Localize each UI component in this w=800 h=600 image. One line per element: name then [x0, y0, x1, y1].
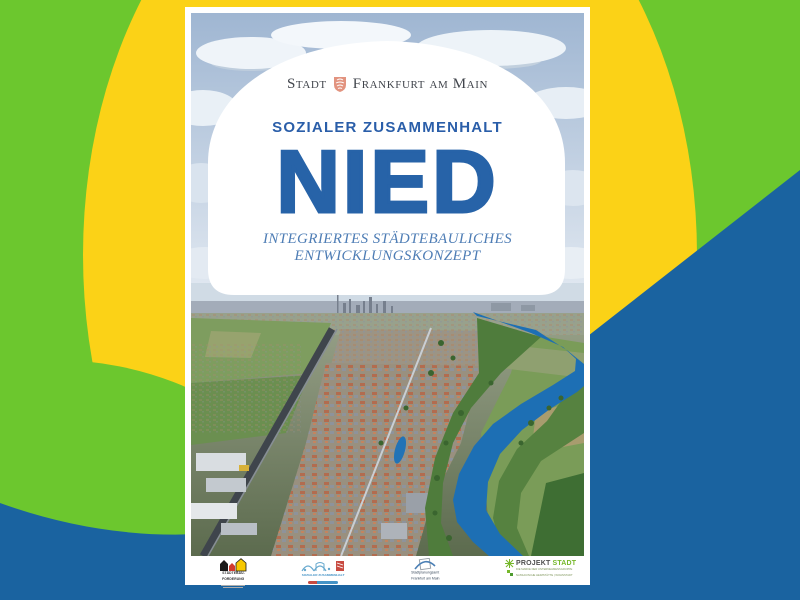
- page-title: NIED: [276, 132, 499, 231]
- subtitle: [185, 231, 590, 265]
- cover-card: [185, 7, 590, 585]
- city-logo-word1: Stadt: [286, 75, 327, 92]
- subtitle-line2: ENTWICKLUNGSKONZEPT: [294, 248, 481, 264]
- projektstadt-word1: PROJEKT: [516, 559, 551, 567]
- frankfurt-crest-icon: [333, 76, 347, 93]
- staedtebaufoerderung-houses-icon: [218, 558, 248, 572]
- projektstadt-asterisk-icon: [505, 559, 514, 568]
- logo-projektstadt: [505, 558, 577, 580]
- footer-logo-bar: [185, 556, 590, 585]
- logo3-line1: Stadtplanungsamt: [410, 571, 440, 575]
- city-logo: [185, 73, 590, 95]
- projektstadt-word2: STADT: [552, 559, 577, 567]
- logo-sozialer-zusammenhalt: [295, 558, 351, 584]
- logo4-line2: NASSAUISCHE HEIMSTÄTTE | WOHNSTADT: [516, 574, 573, 577]
- projektstadt-square2-icon: [510, 573, 513, 576]
- logo3-line2: Frankfurt am Main: [410, 577, 440, 581]
- stadtplanungsamt-icon: [414, 558, 436, 571]
- logo1-line1: STÄDTEBAU-: [221, 572, 245, 576]
- logo-stadtplanungsamt: [397, 558, 453, 583]
- bridge-sketch-icon: [300, 558, 346, 574]
- city-logo-word2: Frankfurt am Main: [352, 75, 489, 92]
- logo4-line1: DIE MARKE DER UNTERNEHMENSGRUPPE: [516, 568, 573, 571]
- logo-staedtebaufoerderung: [209, 558, 257, 588]
- projektstadt-fineprint: [516, 568, 642, 580]
- logo1-fineprint-bars: [221, 585, 245, 588]
- logo1-line2: FÖRDERUNG: [221, 578, 245, 582]
- logo2-label: SOZIALER ZUSAMMENHALT: [301, 574, 345, 578]
- subtitle-line1: INTEGRIERTES STÄDTEBAULICHES: [262, 231, 513, 247]
- kicker: SOZIALER ZUSAMMENHALT: [272, 119, 503, 136]
- projektstadt-brand: [505, 558, 576, 568]
- logo2-program-pill: [308, 581, 338, 584]
